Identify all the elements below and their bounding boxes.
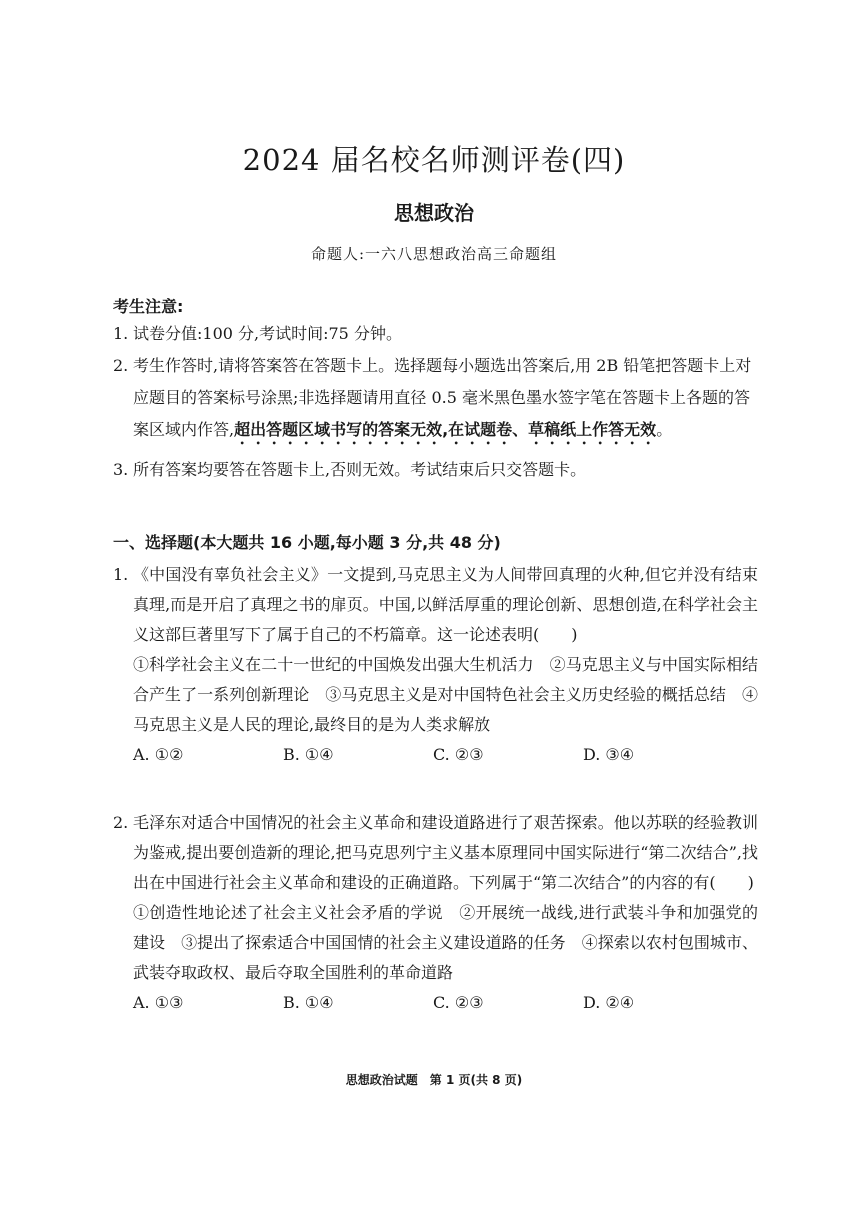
- question-stem: [113, 808, 758, 898]
- notice-item-text: [133, 350, 758, 448]
- option-a: A. ①②: [133, 745, 184, 764]
- notice-item-number: 3.: [113, 460, 129, 479]
- notice-list: [113, 318, 758, 486]
- question-stem: [113, 560, 758, 650]
- notice-heading: 考生注意:: [113, 297, 184, 316]
- question-options: [133, 988, 758, 1018]
- option-c: C. ②③: [433, 745, 484, 764]
- exam-title: 2024 届名校名师测评卷(四): [242, 143, 626, 177]
- option-d: D. ②④: [583, 993, 635, 1012]
- question: [113, 560, 758, 770]
- notice-item-tail: 。: [656, 420, 673, 439]
- option-d: D. ③④: [583, 745, 635, 764]
- page-footer: 思想政治试题 第 1 页(共 8 页): [345, 1073, 523, 1087]
- notice-item-body: 考生作答时,请将答案答在答题卡上。选择题每小题选出答案后,用 2B 铅笔把答题卡上对应题目的答案标号涂黑;非选择题请用直径 0.5 毫米黑色墨水签字笔在答题卡上各题的答案区域内作答,: [133, 356, 752, 439]
- author-line: 命题人:一六八思想政治高三命题组: [310, 245, 558, 263]
- question-text: 《中国没有辜负社会主义》一文提到,马克思主义为人间带回真理的火种,但它并没有结束真理,而是开启了真理之书的扉页。中国,以鲜活厚重的理论创新、思想创造,在科学社会主义这部巨著里写下了属于自己的不朽篇章。这一论述表明( ): [133, 565, 758, 644]
- notice-item: [113, 318, 758, 350]
- notice-item-text: 试卷分值:100 分,考试时间:75 分钟。: [133, 324, 402, 343]
- question: [113, 808, 758, 1018]
- question-options: [133, 740, 758, 770]
- question-text: 毛泽东对适合中国情况的社会主义革命和建设道路进行了艰苦探索。他以苏联的经验教训为鉴戒,提出要创造新的理论,把马克思列宁主义基本原理同中国实际进行“第二次结合”,找出在中国进行社会主义革命和建设的正确道路。下列属于“第二次结合”的内容的有( ): [133, 813, 758, 892]
- question-number: 1.: [113, 565, 129, 584]
- notice-emphasis: 超出答题区域书写的答案无效,在试题卷、草稿纸上作答无效: [234, 420, 657, 439]
- question-number: 2.: [113, 813, 129, 832]
- notice-item: [113, 454, 758, 486]
- notice-item-text: 所有答案均要答在答题卡上,否则无效。考试结束后只交答题卡。: [133, 460, 587, 479]
- notice-item: [113, 350, 758, 448]
- subject-title: 思想政治: [394, 201, 474, 225]
- option-b: B. ①④: [283, 993, 334, 1012]
- notice-item-number: 2.: [113, 356, 129, 375]
- option-a: A. ①③: [133, 993, 184, 1012]
- section-heading: 一、选择题(本大题共 16 小题,每小题 3 分,共 48 分): [113, 533, 501, 552]
- option-b: B. ①④: [283, 745, 334, 764]
- question-statements: ①创造性地论述了社会主义社会矛盾的学说 ②开展统一战线,进行武装斗争和加强党的建设 ③提出了探索适合中国国情的社会主义建设道路的任务 ④探索以农村包围城市、武装夺取政权、最后夺取全国胜利的革命道路: [133, 903, 758, 982]
- notice-item-number: 1.: [113, 324, 129, 343]
- question-statements: ①科学社会主义在二十一世纪的中国焕发出强大生机活力 ②马克思主义与中国实际相结合产生了一系列创新理论 ③马克思主义是对中国特色社会主义历史经验的概括总结 ④马克思主义是人民的理论,最终目的是为人类求解放: [133, 655, 758, 734]
- option-c: C. ②③: [433, 993, 484, 1012]
